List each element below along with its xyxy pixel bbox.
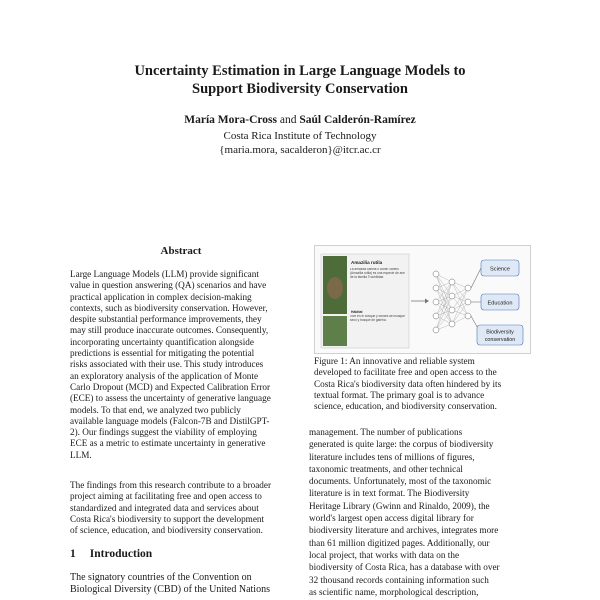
output-conservation-label-2: conservation <box>484 337 516 343</box>
right-line: taxonomic treatments, and other technical <box>309 463 463 474</box>
right-line: local project, that works with data on the <box>309 549 460 560</box>
abstract-heading: Abstract <box>160 245 202 257</box>
author-1: María Mora-Cross <box>184 114 277 126</box>
paper-title <box>60 62 540 98</box>
right-line: than 61 million digitized pages. Additionally, our <box>309 537 490 548</box>
abstract-line: an exploratory analysis of the application of Monte <box>70 370 259 381</box>
title-line-2: Support Biodiversity Conservation <box>192 81 408 97</box>
card-description-text: La amazilia canela o colibrí canelo (Amazilia rutila) es una especie de ave de la familia Trochilidae. <box>350 268 405 279</box>
card-habitat-text: Vive en el bosque y bordes del bosque seco y bosque de galería. <box>350 315 405 322</box>
right-line: generated is quite large: the corpus of biodiversity <box>309 439 494 450</box>
author-list <box>60 113 540 127</box>
right-column <box>309 426 530 598</box>
output-education-label: Education <box>487 300 513 307</box>
abstract-line: value in question answering (QA) scenarios and have <box>70 280 267 291</box>
card-habitat-heading: Hábitat <box>351 310 363 314</box>
abstract-line: models. To that end, we analyzed two publicly <box>70 404 241 415</box>
right-line: documents. Unfortunately, most of the taxonomic <box>309 476 492 487</box>
author-email: {maria.mora, sacalderon}@itcr.ac.cr <box>219 144 381 156</box>
bird-photo-subject <box>327 277 343 299</box>
section-title: Introduction <box>89 548 153 560</box>
caption-line: Costa Rica's biodiversity data often hindered by its <box>314 378 502 389</box>
right-line: as scientific name, morphological description, <box>309 586 479 597</box>
output-arrows <box>471 268 481 334</box>
right-line: biodiversity literature and archives, integrates more <box>309 525 499 536</box>
right-line: biodiversity of Costa Rica, has a database with over <box>309 562 500 573</box>
abstract-line: predictions is essential for mitigating the potential <box>70 348 255 359</box>
right-line: literature is in text format. The Biodiversity <box>309 488 470 499</box>
figure-1 <box>314 245 531 354</box>
author-connector: and <box>279 114 297 126</box>
abstract-line: Large Language Models (LLM) provide significant <box>70 269 259 279</box>
caption-line: science, education, and biodiversity conservation. <box>314 401 497 412</box>
introduction-paragraph <box>70 572 292 596</box>
abstract-line: ECE as a metric to estimate uncertainty in generative <box>70 438 266 449</box>
findings-paragraph <box>70 480 292 536</box>
figure-diagram <box>315 246 530 353</box>
abstract-line: practical application in complex decision-making <box>70 291 252 302</box>
paragraph-line: standardized and integrated data and services about <box>70 502 259 513</box>
right-line: Heritage Library (Gwinn and Rinaldo, 2009), the <box>309 500 490 511</box>
title-line-1: Uncertainty Estimation in Large Language Models to <box>134 63 466 79</box>
right-line: 32 thousand records containing information such <box>309 574 489 585</box>
leaf-photo <box>323 316 347 346</box>
section-number: 1 <box>70 548 76 560</box>
card-description <box>350 268 407 308</box>
right-line: world's largest open access digital library for <box>309 513 474 524</box>
abstract-line: (ECE) to assess the uncertainty of generative language <box>70 393 271 404</box>
caption-line: textual format. The primary goal is to advance <box>314 389 485 400</box>
abstract-line: available language models (Falcon-7B and DistilGPT- <box>70 415 270 426</box>
caption-line: Figure 1: An innovative and reliable system <box>314 356 475 366</box>
right-line: management. The number of publications <box>309 427 463 437</box>
paragraph-line: of science, education, and biodiversity conservation. <box>70 525 263 536</box>
card-title: Amazilia rutila <box>351 260 383 265</box>
arrow-head <box>425 299 429 304</box>
paragraph-line: project aiming at facilitating free and open access to <box>70 491 262 502</box>
output-science-label: Science <box>490 266 510 273</box>
abstract-line: 2). Our findings suggest the viability of employing <box>70 427 257 438</box>
figure-1-caption <box>314 356 530 412</box>
abstract-body <box>70 269 292 461</box>
abstract-line: incorporating uncertainty quantification alongside <box>70 336 254 347</box>
caption-line: developed to facilitate free and open access to the <box>314 367 497 378</box>
abstract-line: Carlo Dropout (MCD) and Expected Calibration Error <box>70 381 271 392</box>
section-heading-introduction <box>70 548 152 560</box>
abstract-line: contexts, such as biodiversity conservation. However, <box>70 302 268 313</box>
abstract-line: risks associated with their use. This study introduces <box>70 359 264 370</box>
paragraph-line: Costa Rica's biodiversity to support the development <box>70 513 265 524</box>
affiliation: Costa Rica Institute of Technology <box>223 130 377 142</box>
abstract-line: despite substantial performance improvements, they <box>70 314 262 325</box>
card-habitat <box>350 315 407 343</box>
intro-line: Biological Diversity (CBD) of the United Nations <box>70 584 270 595</box>
right-column-paragraph <box>309 426 530 598</box>
author-2: Saúl Calderón-Ramírez <box>299 114 416 126</box>
right-line: literature includes tens of millions of figures, <box>309 451 475 462</box>
abstract-section <box>70 245 292 461</box>
abstract-line: LLM. <box>70 449 92 460</box>
paragraph-line: The findings from this research contribute to a broader <box>70 480 272 490</box>
intro-line: The signatory countries of the Convention on <box>70 572 252 583</box>
output-conservation-label-1: Biodiversity <box>486 329 514 336</box>
abstract-line: may still produce inaccurate outcomes. Consequently, <box>70 325 269 336</box>
